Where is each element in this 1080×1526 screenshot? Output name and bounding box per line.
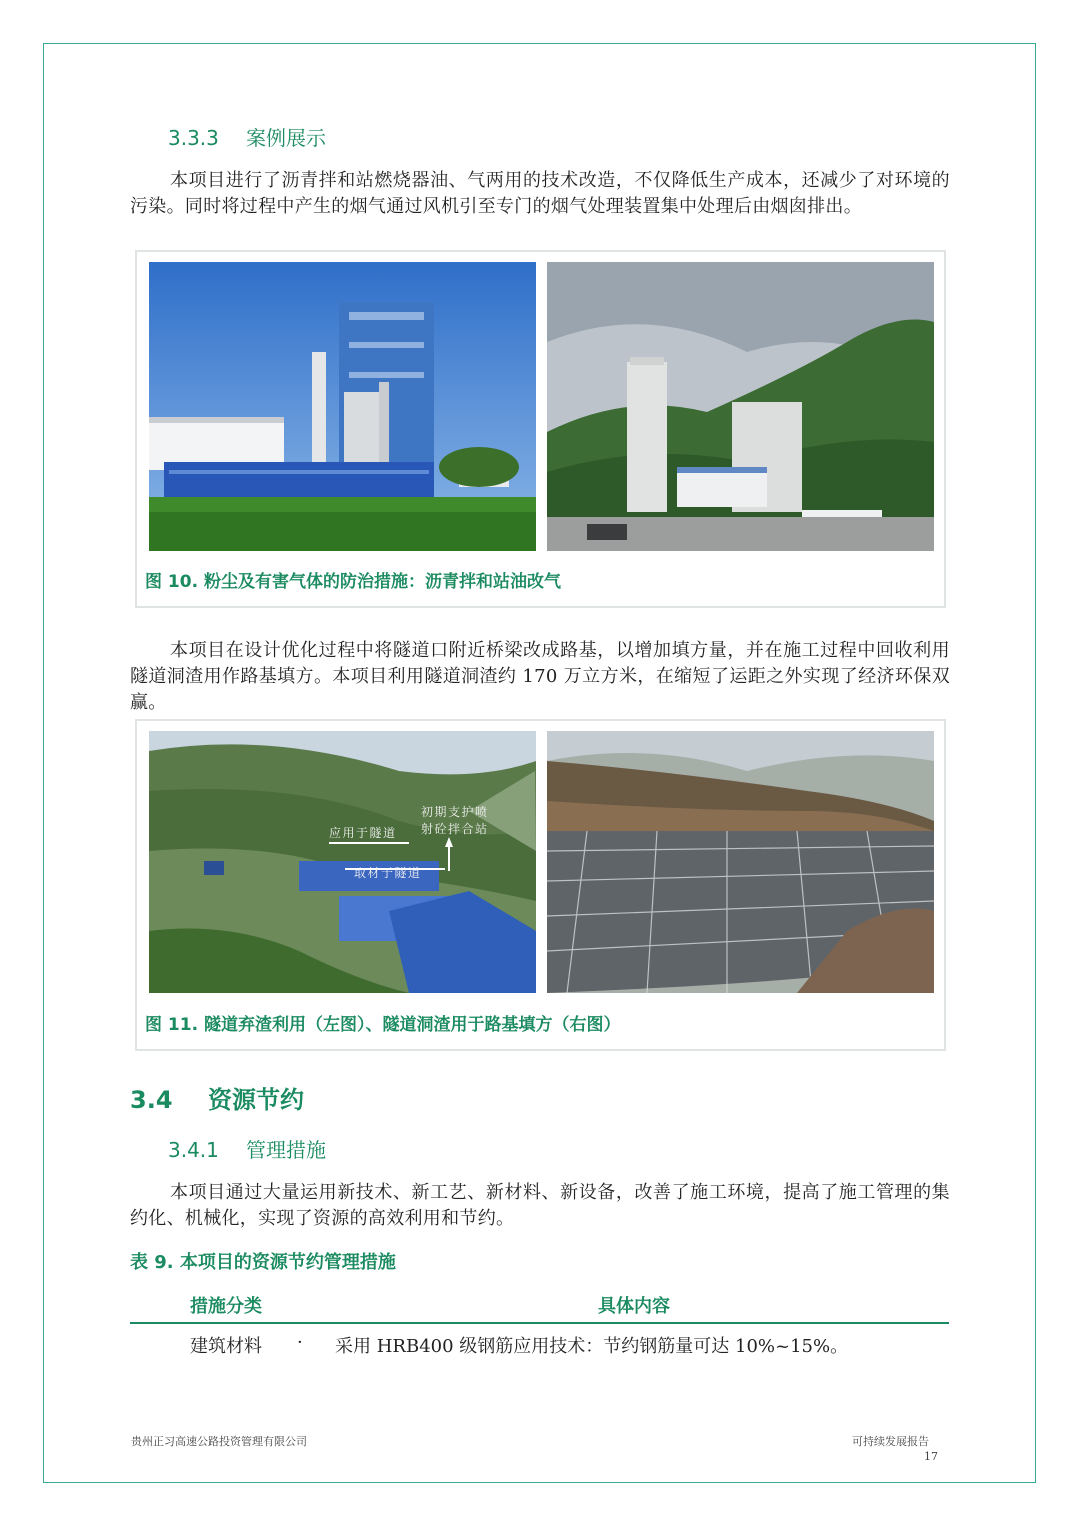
roadbed-fill-photo: [547, 731, 934, 993]
annotation-applied-tunnel: 应用于隧道: [329, 826, 397, 840]
table-header-rule: [130, 1322, 949, 1324]
annotation-line: 初期支护喷: [421, 805, 489, 819]
figure-11: [135, 719, 946, 1051]
paragraph-3: 本项目通过大量运用新技术、新工艺、新材料、新设备，改善了施工环境，提高了施工管理的集约化、机械化，实现了资源的高效利用和节约。: [130, 1182, 950, 1229]
section-title: 管理措施: [246, 1138, 326, 1162]
footer-report-title: 可持续发展报告: [852, 1435, 929, 1448]
annotation-arrows: [149, 731, 536, 993]
tunnel-spoil-photo: [149, 731, 536, 993]
page-number: 17: [924, 1450, 938, 1463]
table-cell-category: 建筑材料: [190, 1336, 262, 1357]
table-cell-content: 采用 HRB400 级钢筋应用技术：节约钢筋量可达 10%~15%。: [335, 1336, 849, 1357]
table-header-content: 具体内容: [598, 1296, 670, 1317]
table-9-title: 表 9. 本项目的资源节约管理措施: [130, 1252, 396, 1273]
figure-10-caption: 图 10. 粉尘及有害气体的防治措施：沥青拌和站油改气: [145, 572, 561, 592]
section-number: 3.4.1: [168, 1138, 219, 1162]
figure-10: [135, 250, 946, 608]
section-title: 资源节约: [208, 1086, 304, 1114]
section-number: 3.4: [130, 1086, 173, 1114]
section-heading-3-4: [130, 1080, 304, 1115]
paragraph-2: 本项目在设计优化过程中将隧道口附近桥梁改成路基，以增加填方量，并在施工过程中回收利用隧道洞渣用作路基填方。本项目利用隧道洞渣约 170 万立方米，在缩短了运距之外实现了经济环保双赢。: [130, 640, 950, 713]
annotation-line: 射砼拌合站: [421, 822, 489, 836]
figure-11-caption: 图 11. 隧道弃渣利用（左图）、隧道洞渣用于路基填方（右图）: [145, 1015, 621, 1035]
paragraph-1: 本项目进行了沥青拌和站燃烧器油、气两用的技术改造，不仅降低生产成本，还减少了对环境的污染。同时将过程中产生的烟气通过风机引至专门的烟气处理装置集中处理后由烟囱排出。: [130, 170, 950, 217]
section-number: 3.3.3: [168, 126, 219, 150]
footer-company: 贵州正习高速公路投资管理有限公司: [131, 1435, 307, 1448]
table-header-category: 措施分类: [190, 1296, 262, 1317]
section-heading-3-4-1: [168, 1134, 326, 1163]
section-heading-3-3-3: [168, 122, 326, 151]
table-cell-bullet: ·: [297, 1332, 303, 1353]
asphalt-plant-photo: [149, 262, 536, 551]
mixing-station-photo: [547, 262, 934, 551]
section-title: 案例展示: [246, 126, 326, 150]
annotation-sourced-tunnel: 取材于隧道: [354, 866, 422, 880]
